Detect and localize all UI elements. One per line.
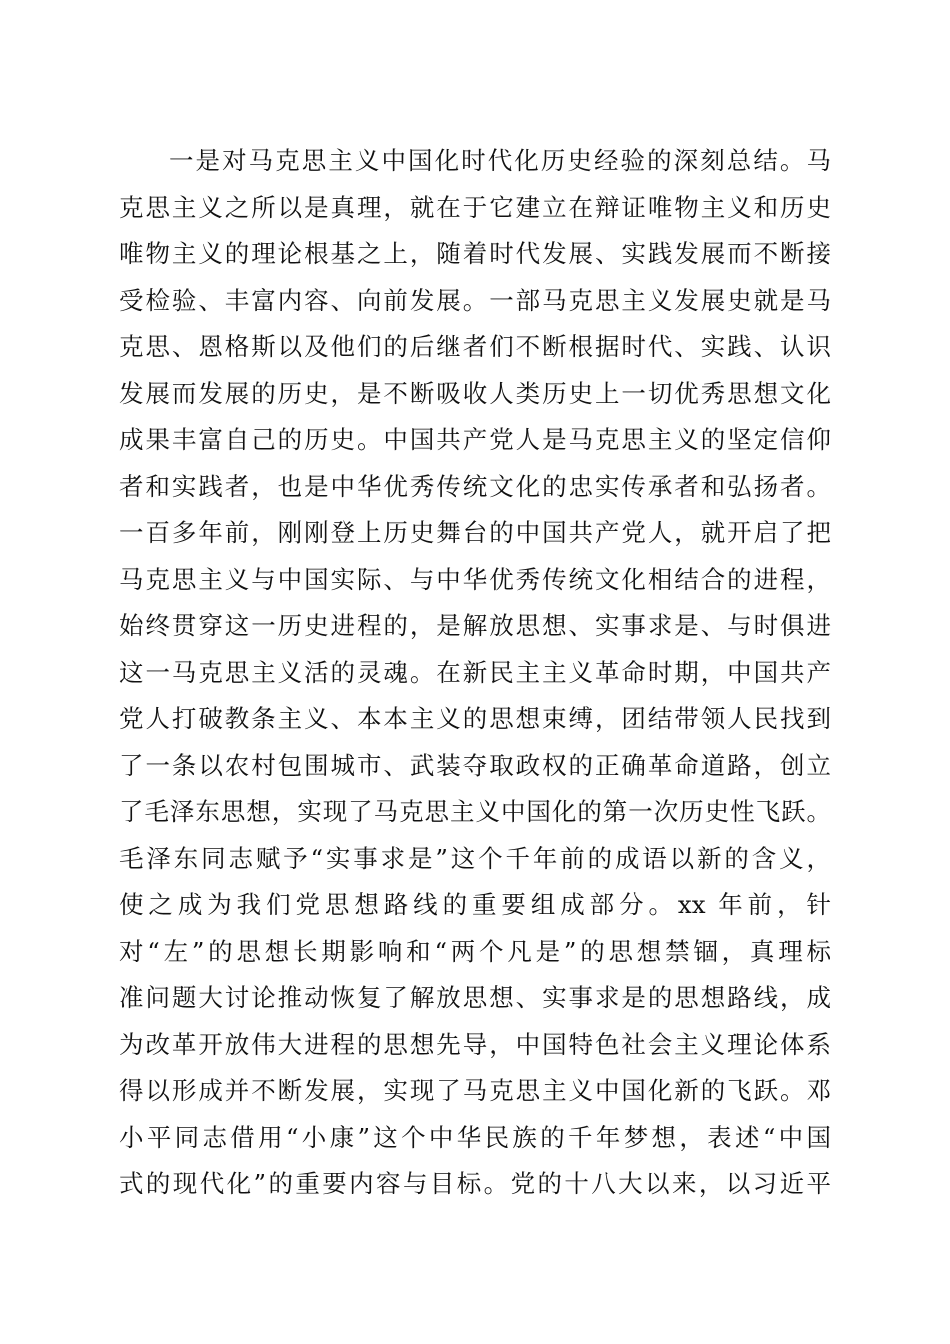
paragraph-line: 始终贯穿这一历史进程的，是解放思想、实事求是、与时俱进 (119, 611, 831, 640)
paragraph-line: 对“左”的思想长期影响和“两个凡是”的思想禁锢，真理标 (119, 936, 831, 966)
paragraph-line: 小平同志借用“小康”这个中华民族的千年梦想，表述“中国 (119, 1122, 831, 1152)
paragraph-line: 这一马克思主义活的灵魂。在新民主主义革命时期，中国共产 (119, 657, 831, 687)
body-paragraph (119, 138, 831, 1208)
paragraph-line: 克思、恩格斯以及他们的后继者们不断根据时代、实践、认识 (119, 332, 831, 361)
paragraph-line: 受检验、丰富内容、向前发展。一部马克思主义发展史就是马 (119, 285, 831, 315)
paragraph-line: 者和实践者，也是中华优秀传统文化的忠实传承者和弘扬者。 (119, 471, 831, 501)
paragraph-line: 准问题大讨论推动恢复了解放思想、实事求是的思想路线，成 (119, 983, 831, 1012)
paragraph-line: 成果丰富自己的历史。中国共产党人是马克思主义的坚定信仰 (119, 425, 831, 454)
paragraph-line: 发展而发展的历史，是不断吸收人类历史上一切优秀思想文化 (119, 378, 831, 408)
paragraph-line: 党人打破教条主义、本本主义的思想束缚，团结带领人民找到 (119, 704, 831, 733)
paragraph-line: 使之成为我们党思想路线的重要组成部分。xx 年前，针 (119, 890, 831, 919)
paragraph-line: 得以形成并不断发展，实现了马克思主义中国化新的飞跃。邓 (119, 1076, 831, 1105)
paragraph-line: 为改革开放伟大进程的思想先导，中国特色社会主义理论体系 (119, 1029, 831, 1059)
paragraph-line: 一百多年前，刚刚登上历史舞台的中国共产党人，就开启了把 (119, 518, 831, 547)
paragraph-line: 克思主义之所以是真理，就在于它建立在辩证唯物主义和历史 (119, 192, 831, 222)
paragraph-line: 毛泽东同志赋予“实事求是”这个千年前的成语以新的含义， (119, 843, 831, 873)
paragraph-line: 式的现代化”的重要内容与目标。党的十八大以来，以习近平 (119, 1169, 831, 1198)
paragraph-line: 了一条以农村包围城市、武装夺取政权的正确革命道路，创立 (119, 750, 831, 780)
paragraph-line: 马克思主义与中国实际、与中华优秀传统文化相结合的进程， (119, 564, 831, 594)
paragraph-line: 唯物主义的理论根基之上，随着时代发展、实践发展而不断接 (119, 239, 831, 268)
paragraph-line: 了毛泽东思想，实现了马克思主义中国化的第一次历史性飞跃。 (119, 797, 831, 826)
paragraph-line: 一是对马克思主义中国化时代化历史经验的深刻总结。马 (169, 146, 831, 175)
